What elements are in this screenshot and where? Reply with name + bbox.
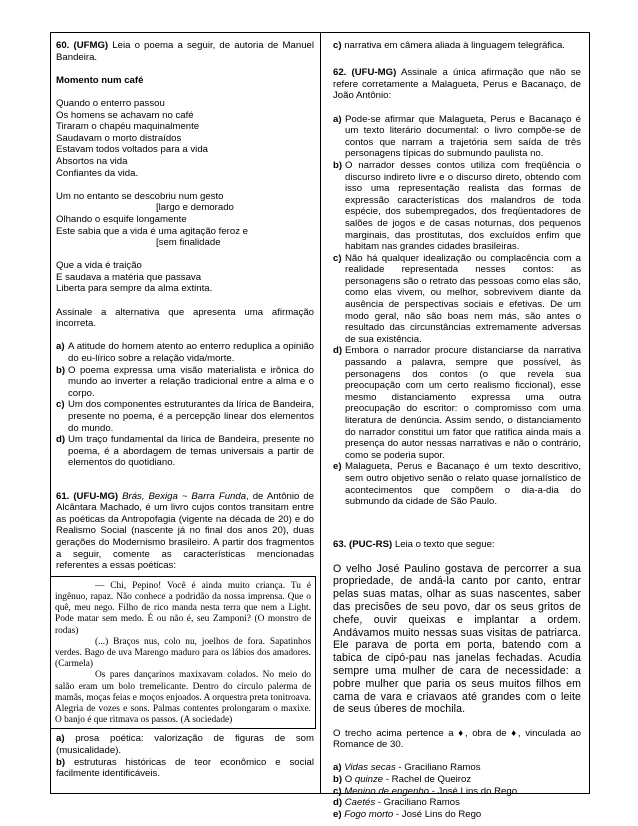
q60-poem-title: Momento num café <box>56 74 144 86</box>
poem-line: Confiantes da vida. <box>56 167 139 179</box>
poem-line: Quando o enterro passou <box>56 97 165 109</box>
q61-number: 61. <box>56 490 70 502</box>
q62-option-e[interactable]: e) Malagueta, Perus e Bacanaço é um texto descritivo, sem outro objetivo senão o relato quase jornalístico de acontecimentos que compõem o dia-a-dia do submundo da cidade de São Paulo. <box>333 461 581 508</box>
q63-header <box>333 539 581 551</box>
q62-number: 62. <box>333 67 347 79</box>
q60-source: (UFMG) <box>73 40 109 51</box>
poem-line: Saudavam o morto distraídos <box>56 132 182 144</box>
q60-stanza-2 <box>56 191 314 249</box>
left-column <box>56 40 314 780</box>
q63-intro: Leia o texto que segue: <box>392 539 495 551</box>
q61-excerpt-box <box>50 576 316 730</box>
q60-stanza-3 <box>56 260 314 295</box>
q63-option-d[interactable]: d) Caetés - Graciliano Ramos <box>333 797 460 809</box>
q63-option-c[interactable]: c) Menino de engenho - José Lins do Rego <box>333 785 518 797</box>
q63-option-e[interactable]: e) Fogo morto - José Lins do Rego <box>333 808 482 820</box>
excerpt-paragraph: — Chi, Pepino! Você é ainda muito criança. Tu é ingênuo, rapaz. Não conhece a podridão da nossa imprensa. Que o quê, meu nego. Filho de rico manda nesta terra que nem a Light. Pode matar sem medo. É ou não é, seu Zamponi? (O monstro de rodas) <box>55 580 311 636</box>
right-column <box>333 40 581 820</box>
q62-option-b[interactable]: b) O narrador desses contos utiliza com freqüência o discurso indireto livre e o discurso direto, obtendo com isso uma representação realista das formas de expressão características dos malandros de toda espécie, dos subempregados, dos freqüentadores de salões de jogos e de casas noturnas, dos pequenos marginais, das prostitutas, dos excluídos enfim que habitam nas grandes cidades brasileiras. <box>333 159 581 253</box>
q61-source: (UFU-MG) <box>73 490 119 502</box>
q63-option-a[interactable]: a) Vidas secas - Graciliano Ramos <box>333 762 481 774</box>
q63-prompt: O trecho acima pertence a ♦, obra de ♦, vinculada ao Romance de 30. <box>333 727 581 751</box>
q60-number: 60. <box>56 40 70 51</box>
q63-option-b[interactable]: b) O quinze - Rachel de Queiroz <box>333 774 472 786</box>
poem-line: Um no entanto se descobriu num gesto <box>56 190 224 202</box>
q60-header <box>56 40 314 63</box>
poem-line: [sem finalidade <box>156 237 221 249</box>
q60-stanza-1 <box>56 98 314 179</box>
poem-line: E saudava a matéria que passava <box>56 271 202 283</box>
excerpt-paragraph: Os pares dançarinos maxixavam colados. No meio do salão eram um bolo tremelicante. Dentro do círculo palerma de mamãs, moças feias e moços enjoados. A orquestra preta tonitroava. Alegria de vozes e sons. Palmas contentes prolongaram o maxixe. O banjo é que ritmava os passos. (A sociedade) <box>55 670 311 726</box>
q62-option-d[interactable]: d) Embora o narrador procure distanciarse da narrativa passando a palavra, sempre que possível, às personagens dos contos (o que revela sua preocupação com um certo realismo ficcional), esse mesmo distanciamento expressa uma outra preocupação do escritor: o compromisso com uma literatura de denúncia. Assim sendo, o distanciamento do narrador constitui um fator que ratifica ainda mais a presença do autor nessas narrativas e não o contrário, como se poderia supor. <box>333 345 581 461</box>
q63-passage: O velho José Paulino gostava de percorrer a sua propriedade, de andá-la canto por canto, entrar pelas suas matas, olhar as suas nascentes, saber das precisões de seu povo, dar os seus gritos de chefe, ouvir queixas e implantar a ordem. Andávamos muito nessas suas visitas de patriarca. Ele parava de porta em porta, batendo com a tabica de cipó-pau nas janelas fechadas. Acudia sempre uma mulher de cara de necessidade: a pobre mulher que paria os seus muitos filhos em cama de vara e criavaos até grandes com o leite de seus úberes de mochila. <box>333 562 581 716</box>
poem-line: Liberta para sempre da alma extinta. <box>56 283 213 295</box>
q60-option-c[interactable]: c) Um dos componentes estruturantes da lírica de Bandeira, presente no poema, é a percepção linear dos elementos do mundo. <box>56 399 314 434</box>
poem-line: Estavam todos voltados para a vida <box>56 144 208 156</box>
q62-option-a[interactable]: a) Pode-se afirmar que Malagueta, Perus e Bacanaço é um texto literário documental: o livro compõe-se de contos que narram a trajetória sem saída de três personagens típicas do submundo paulista no. <box>333 113 581 160</box>
q60-intro: Leia o poema a seguir, de autoria de Manuel Bandeira. <box>56 40 314 63</box>
q62-options <box>333 114 581 508</box>
q60-option-a[interactable]: a) A atitude do homem atento ao enterro reduplica a opinião do eu-lírico sobre a relação vida/morte. <box>56 341 314 365</box>
q62-intro: Assinale a única afirmação que não se refere corretamente a Malagueta, Perus e Bacanaço, de João Antônio: <box>333 67 581 102</box>
q60-option-b[interactable]: b) O poema expressa uma visão materialista e irônica do mundo ao inverter a relação tradicional entre a alma e o corpo. <box>56 364 314 399</box>
poem-line: Tiraram o chapéu maquinalmente <box>56 121 200 133</box>
poem-line: Olhando o esquife longamente <box>56 213 187 225</box>
q63-number: 63. <box>333 539 347 551</box>
q61-option-c[interactable]: c) narrativa em câmera aliada à linguagem telegráfica. <box>333 40 565 51</box>
q60-option-d[interactable]: d) Um traço fundamental da lírica de Bandeira, presente no poema, é a abordagem de temas universais a partir de elementos do quotidiano. <box>56 434 314 469</box>
q61-option-a[interactable]: a) prosa poética: valorização de figuras de som (musicalidade). <box>56 733 314 756</box>
q63-options <box>333 762 581 820</box>
q61-header <box>56 491 314 572</box>
poem-line: Os homens se achavam no café <box>56 109 194 121</box>
q61-book-title: Brás, Bexiga ~ Barra Funda <box>122 490 247 502</box>
q61-option-b[interactable]: b) estruturas históricas de teor econômico e social facilmente identificáveis. <box>56 756 314 780</box>
q61-intro: , de Antônio de Alcântara Machado, é um livro cujos contos transitam entre as poéticas da Antropofagia (vigente na década de 20) e do Realismo Social (nascente já no final dos anos 20), duas gerações do Modernismo brasileiro. A partir dos fragmentos a seguir, comente as características mencionadas referentes a essas poéticas: <box>56 490 315 572</box>
q62-option-c[interactable]: c) Não há qualquer idealização ou complacência com a realidade representada nesses contos: as personagens são o retrato das pessoas como elas são, como elas vivem, ou melhor, sobrevivem diante da ausência de perspectivas sociais e efetivas. De um modo geral, não são boas nem más, são antes o resultado das circunstâncias extremamente adversas de sua existência. <box>333 252 581 345</box>
q61-options-left <box>56 733 314 779</box>
poem-line: Que a vida é traição <box>56 260 142 272</box>
excerpt-paragraph: (...) Braços nus, colo nu, joelhos de fora. Sapatinhos verdes. Bago de uva Marengo maduro para os lábios dos amadores. (Carmela) <box>55 636 311 670</box>
q62-header <box>333 67 581 102</box>
poem-line: Absortos na vida <box>56 155 128 167</box>
column-divider <box>320 32 321 794</box>
q60-prompt: Assinale a alternativa que apresenta uma afirmação incorreta. <box>56 306 314 330</box>
poem-line: Este sabia que a vida é uma agitação feroz e <box>56 225 248 237</box>
q63-source: (PUC-RS) <box>349 539 393 551</box>
q60-options <box>56 341 314 469</box>
poem-line: [largo e demorado <box>156 202 234 214</box>
q62-source: (UFU-MG) <box>351 67 397 79</box>
